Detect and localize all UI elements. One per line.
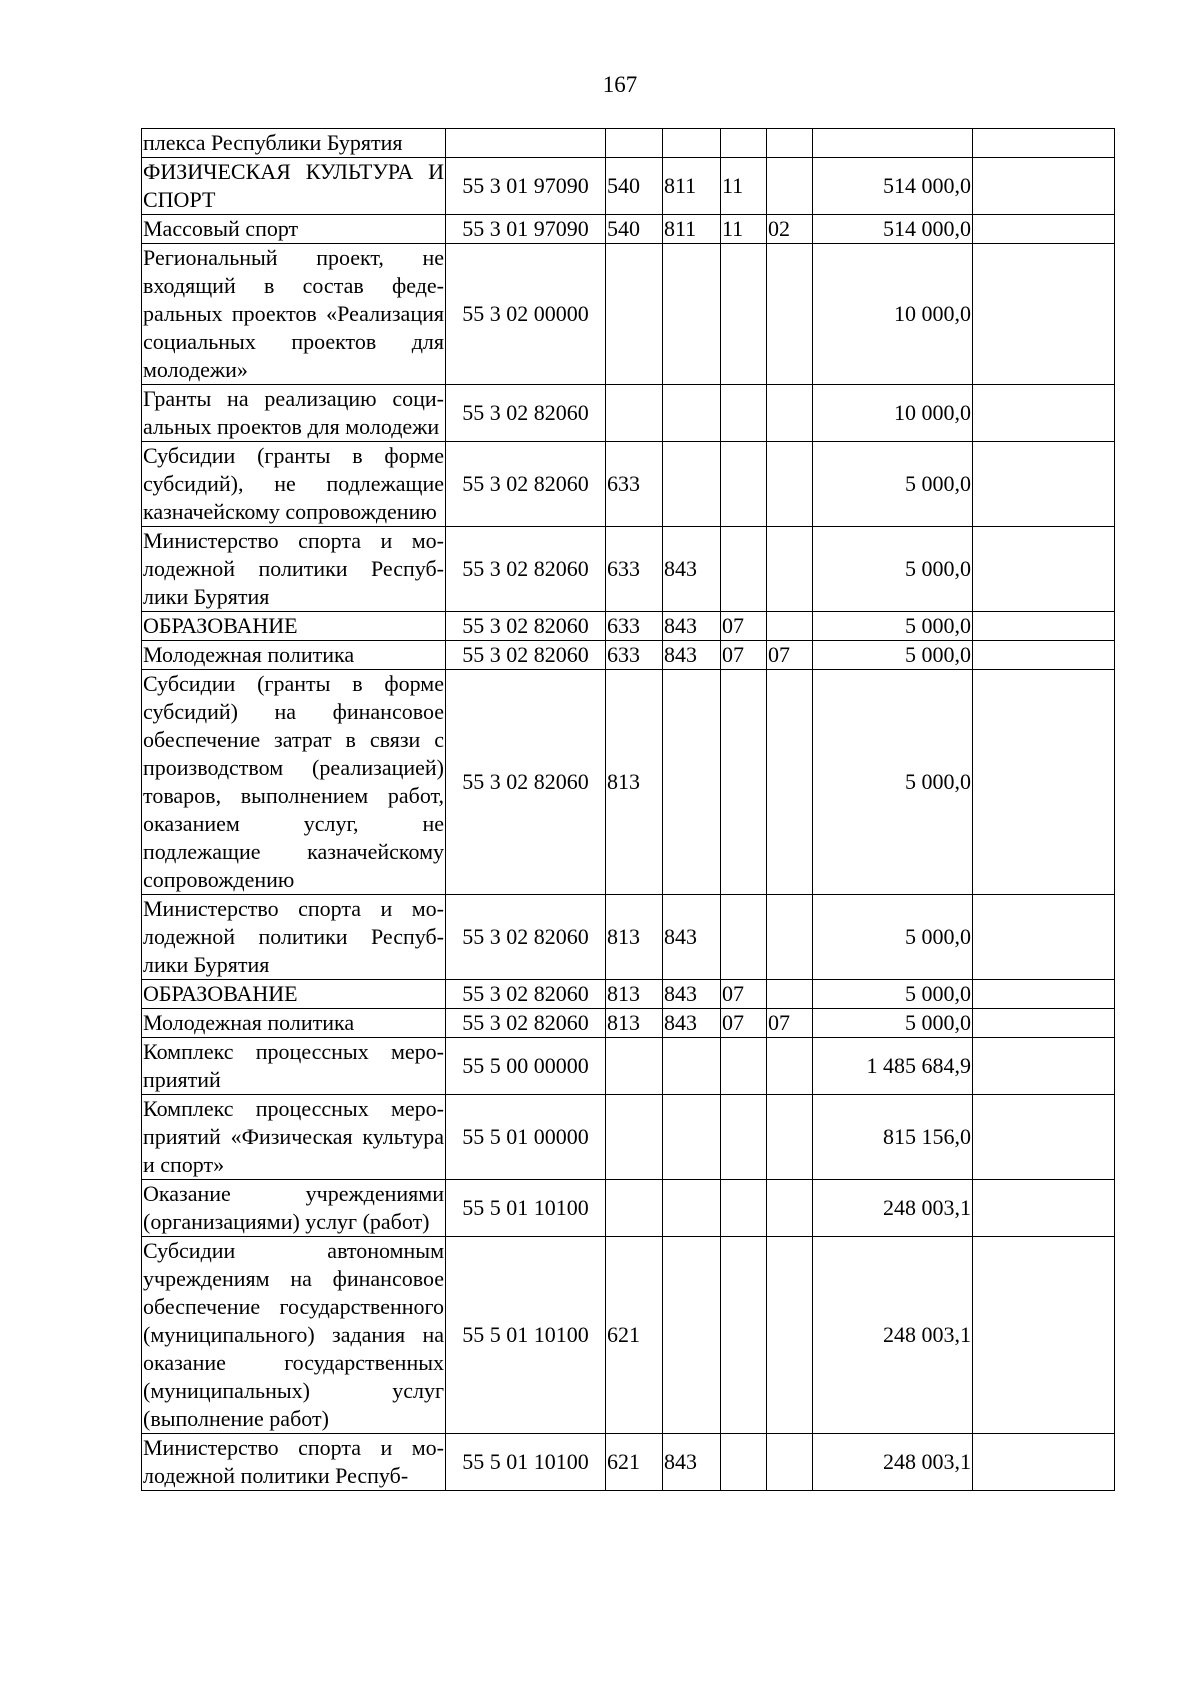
expense-type-code-cell bbox=[606, 1180, 663, 1237]
administrator-code-cell: 843 bbox=[663, 895, 721, 980]
section-code-cell bbox=[721, 527, 767, 612]
amount-cell: 248 003,1 bbox=[813, 1434, 973, 1491]
subsection-code-cell bbox=[767, 1434, 813, 1491]
expense-type-code-cell bbox=[606, 1095, 663, 1180]
subsection-code-cell bbox=[767, 385, 813, 442]
empty-cell bbox=[973, 1038, 1115, 1095]
subsection-code-cell bbox=[767, 670, 813, 895]
row-name-cell: Министерство спорта и молодежной политики Республики Бурятия bbox=[142, 527, 446, 612]
table-row bbox=[142, 1095, 1115, 1180]
administrator-code-cell: 843 bbox=[663, 641, 721, 670]
subsection-code-cell bbox=[767, 980, 813, 1009]
target-article-code-cell bbox=[446, 129, 606, 158]
row-name-cell: Субсидии автономным учреждениям на финансовое обеспечение государственного (муниципального) задания на оказание государственных (муниципальных) услуг (выполнение работ) bbox=[142, 1237, 446, 1434]
table-row bbox=[142, 215, 1115, 244]
section-code-cell bbox=[721, 1038, 767, 1095]
section-code-cell: 07 bbox=[721, 980, 767, 1009]
amount-cell bbox=[813, 129, 973, 158]
table-row bbox=[142, 129, 1115, 158]
empty-cell bbox=[973, 1434, 1115, 1491]
table-row bbox=[142, 641, 1115, 670]
row-name-cell: Субсидии (гранты в форме субсидий), не подлежащие казначейскому сопровождению bbox=[142, 442, 446, 527]
table-row bbox=[142, 385, 1115, 442]
table-row bbox=[142, 980, 1115, 1009]
administrator-code-cell: 811 bbox=[663, 158, 721, 215]
section-code-cell bbox=[721, 244, 767, 385]
section-code-cell bbox=[721, 895, 767, 980]
empty-cell bbox=[973, 980, 1115, 1009]
section-code-cell bbox=[721, 385, 767, 442]
subsection-code-cell bbox=[767, 244, 813, 385]
amount-cell: 5 000,0 bbox=[813, 1009, 973, 1038]
section-code-cell bbox=[721, 1237, 767, 1434]
administrator-code-cell: 843 bbox=[663, 527, 721, 612]
expense-type-code-cell: 813 bbox=[606, 1009, 663, 1038]
target-article-code-cell: 55 3 02 82060 bbox=[446, 527, 606, 612]
table-row bbox=[142, 244, 1115, 385]
administrator-code-cell bbox=[663, 1237, 721, 1434]
administrator-code-cell bbox=[663, 1038, 721, 1095]
target-article-code-cell: 55 5 01 10100 bbox=[446, 1237, 606, 1434]
amount-cell: 514 000,0 bbox=[813, 158, 973, 215]
subsection-code-cell bbox=[767, 527, 813, 612]
page-number: 167 bbox=[602, 72, 638, 97]
target-article-code-cell: 55 5 01 10100 bbox=[446, 1180, 606, 1237]
table-row bbox=[142, 1237, 1115, 1434]
empty-cell bbox=[973, 641, 1115, 670]
expense-type-code-cell: 540 bbox=[606, 158, 663, 215]
row-name-cell: Оказание учреждениями (организациями) услуг (работ) bbox=[142, 1180, 446, 1237]
table-row bbox=[142, 670, 1115, 895]
expense-type-code-cell: 633 bbox=[606, 527, 663, 612]
table-row bbox=[142, 1434, 1115, 1491]
target-article-code-cell: 55 3 02 82060 bbox=[446, 442, 606, 527]
expense-type-code-cell bbox=[606, 129, 663, 158]
amount-cell: 5 000,0 bbox=[813, 641, 973, 670]
administrator-code-cell: 843 bbox=[663, 1009, 721, 1038]
row-name-cell: Субсидии (гранты в форме субсидий) на финансовое обеспечение затрат в связи с производством (реализацией) товаров, выполнением работ, оказанием услуг, не подлежащие казначейскому сопровождению bbox=[142, 670, 446, 895]
row-name-cell: Молодежная политика bbox=[142, 641, 446, 670]
section-code-cell bbox=[721, 1434, 767, 1491]
amount-cell: 5 000,0 bbox=[813, 612, 973, 641]
empty-cell bbox=[973, 385, 1115, 442]
row-name-cell: ОБРАЗОВАНИЕ bbox=[142, 612, 446, 641]
subsection-code-cell bbox=[767, 442, 813, 527]
section-code-cell: 07 bbox=[721, 641, 767, 670]
amount-cell: 1 485 684,9 bbox=[813, 1038, 973, 1095]
subsection-code-cell bbox=[767, 1237, 813, 1434]
subsection-code-cell: 02 bbox=[767, 215, 813, 244]
section-code-cell bbox=[721, 129, 767, 158]
expense-type-code-cell bbox=[606, 244, 663, 385]
table-row bbox=[142, 1009, 1115, 1038]
expense-type-code-cell: 813 bbox=[606, 895, 663, 980]
expense-type-code-cell: 621 bbox=[606, 1434, 663, 1491]
target-article-code-cell: 55 3 02 82060 bbox=[446, 612, 606, 641]
expense-type-code-cell bbox=[606, 385, 663, 442]
target-article-code-cell: 55 3 02 82060 bbox=[446, 385, 606, 442]
amount-cell: 5 000,0 bbox=[813, 980, 973, 1009]
subsection-code-cell: 07 bbox=[767, 1009, 813, 1038]
expense-type-code-cell: 813 bbox=[606, 670, 663, 895]
row-name-cell: ОБРАЗОВАНИЕ bbox=[142, 980, 446, 1009]
target-article-code-cell: 55 5 00 00000 bbox=[446, 1038, 606, 1095]
empty-cell bbox=[973, 527, 1115, 612]
target-article-code-cell: 55 3 02 82060 bbox=[446, 670, 606, 895]
target-article-code-cell: 55 3 02 82060 bbox=[446, 641, 606, 670]
row-name-cell: плекса Республики Бурятия bbox=[142, 129, 446, 158]
expense-type-code-cell bbox=[606, 1038, 663, 1095]
subsection-code-cell bbox=[767, 158, 813, 215]
administrator-code-cell: 843 bbox=[663, 1434, 721, 1491]
budget-table bbox=[141, 128, 1115, 1491]
section-code-cell bbox=[721, 442, 767, 527]
expense-type-code-cell: 621 bbox=[606, 1237, 663, 1434]
table-row bbox=[142, 442, 1115, 527]
empty-cell bbox=[973, 670, 1115, 895]
subsection-code-cell bbox=[767, 1180, 813, 1237]
expense-type-code-cell: 633 bbox=[606, 442, 663, 527]
expense-type-code-cell: 540 bbox=[606, 215, 663, 244]
target-article-code-cell: 55 3 02 82060 bbox=[446, 1009, 606, 1038]
section-code-cell: 07 bbox=[721, 1009, 767, 1038]
row-name-cell: Региональный проект, не входящий в состав федеральных проектов «Реализация социальных проектов для молодежи» bbox=[142, 244, 446, 385]
amount-cell: 5 000,0 bbox=[813, 895, 973, 980]
table-row bbox=[142, 1180, 1115, 1237]
table-row bbox=[142, 895, 1115, 980]
section-code-cell: 11 bbox=[721, 158, 767, 215]
section-code-cell bbox=[721, 1180, 767, 1237]
table-row bbox=[142, 527, 1115, 612]
target-article-code-cell: 55 3 02 00000 bbox=[446, 244, 606, 385]
empty-cell bbox=[973, 215, 1115, 244]
table-row bbox=[142, 612, 1115, 641]
administrator-code-cell bbox=[663, 385, 721, 442]
amount-cell: 815 156,0 bbox=[813, 1095, 973, 1180]
expense-type-code-cell: 633 bbox=[606, 641, 663, 670]
expense-type-code-cell: 633 bbox=[606, 612, 663, 641]
row-name-cell: Молодежная политика bbox=[142, 1009, 446, 1038]
amount-cell: 10 000,0 bbox=[813, 385, 973, 442]
row-name-cell: ФИЗИЧЕСКАЯ КУЛЬТУРА И СПОРТ bbox=[142, 158, 446, 215]
amount-cell: 10 000,0 bbox=[813, 244, 973, 385]
administrator-code-cell bbox=[663, 1095, 721, 1180]
empty-cell bbox=[973, 1180, 1115, 1237]
amount-cell: 514 000,0 bbox=[813, 215, 973, 244]
target-article-code-cell: 55 3 02 82060 bbox=[446, 980, 606, 1009]
administrator-code-cell: 843 bbox=[663, 612, 721, 641]
target-article-code-cell: 55 5 01 00000 bbox=[446, 1095, 606, 1180]
section-code-cell: 07 bbox=[721, 612, 767, 641]
empty-cell bbox=[973, 244, 1115, 385]
amount-cell: 248 003,1 bbox=[813, 1237, 973, 1434]
amount-cell: 248 003,1 bbox=[813, 1180, 973, 1237]
subsection-code-cell bbox=[767, 895, 813, 980]
administrator-code-cell: 843 bbox=[663, 980, 721, 1009]
table-row bbox=[142, 1038, 1115, 1095]
empty-cell bbox=[973, 129, 1115, 158]
target-article-code-cell: 55 3 01 97090 bbox=[446, 158, 606, 215]
row-name-cell: Комплекс процессных мероприятий «Физическая культура и спорт» bbox=[142, 1095, 446, 1180]
empty-cell bbox=[973, 1237, 1115, 1434]
amount-cell: 5 000,0 bbox=[813, 442, 973, 527]
row-name-cell: Комплекс процессных мероприятий bbox=[142, 1038, 446, 1095]
empty-cell bbox=[973, 612, 1115, 641]
amount-cell: 5 000,0 bbox=[813, 670, 973, 895]
administrator-code-cell: 811 bbox=[663, 215, 721, 244]
administrator-code-cell bbox=[663, 670, 721, 895]
empty-cell bbox=[973, 895, 1115, 980]
target-article-code-cell: 55 3 01 97090 bbox=[446, 215, 606, 244]
empty-cell bbox=[973, 442, 1115, 527]
subsection-code-cell bbox=[767, 1038, 813, 1095]
row-name-cell: Массовый спорт bbox=[142, 215, 446, 244]
empty-cell bbox=[973, 158, 1115, 215]
section-code-cell: 11 bbox=[721, 215, 767, 244]
subsection-code-cell bbox=[767, 612, 813, 641]
administrator-code-cell bbox=[663, 1180, 721, 1237]
target-article-code-cell: 55 3 02 82060 bbox=[446, 895, 606, 980]
expense-type-code-cell: 813 bbox=[606, 980, 663, 1009]
empty-cell bbox=[973, 1095, 1115, 1180]
section-code-cell bbox=[721, 670, 767, 895]
row-name-cell: Министерство спорта и молодежной политики Республики Бурятия bbox=[142, 895, 446, 980]
amount-cell: 5 000,0 bbox=[813, 527, 973, 612]
subsection-code-cell bbox=[767, 1095, 813, 1180]
empty-cell bbox=[973, 1009, 1115, 1038]
table-row bbox=[142, 158, 1115, 215]
subsection-code-cell: 07 bbox=[767, 641, 813, 670]
row-name-cell: Министерство спорта и молодежной политики Респуб- bbox=[142, 1434, 446, 1491]
row-name-cell: Гранты на реализацию социальных проектов для молодежи bbox=[142, 385, 446, 442]
section-code-cell bbox=[721, 1095, 767, 1180]
target-article-code-cell: 55 5 01 10100 bbox=[446, 1434, 606, 1491]
administrator-code-cell bbox=[663, 244, 721, 385]
administrator-code-cell bbox=[663, 129, 721, 158]
subsection-code-cell bbox=[767, 129, 813, 158]
administrator-code-cell bbox=[663, 442, 721, 527]
